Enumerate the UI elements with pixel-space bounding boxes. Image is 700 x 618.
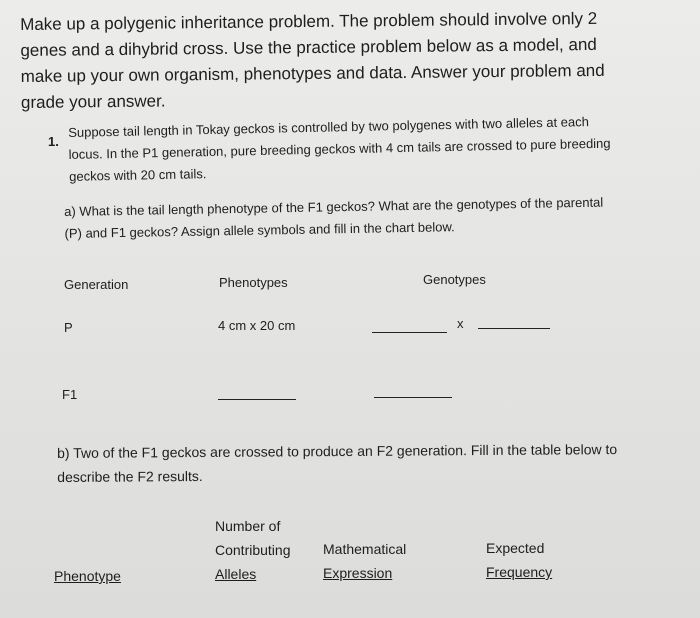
intro-line: make up your own organism, phenotypes and data. Answer your problem and [20,60,605,86]
question-number: 1. [48,134,59,149]
header-math-expression [323,537,406,585]
intro-instructions [20,6,605,116]
part-b-line: b) Two of the F1 geckos are crossed to produce an F2 generation. Fill in the table below to [57,441,618,461]
header-phenotypes: Phenotypes [219,275,288,290]
header-expected-frequency [486,536,552,584]
p-genotype-blank-2[interactable] [478,328,550,329]
cross-symbol: x [457,316,464,331]
part-a-line: a) What is the tail length phenotype of the F1 geckos? What are the genotypes of the parental [64,194,604,219]
question-1-text [68,111,611,188]
question-line: geckos with 20 cm tails. [68,166,207,184]
header-generation: Generation [64,277,129,292]
header-freq-line: Frequency [486,564,553,580]
f1-genotype-blank[interactable] [374,397,452,398]
f1-row-label: F1 [62,387,78,402]
question-line: locus. In the P1 generation, pure breeding geckos with 4 cm tails are crossed to pure breeding [68,135,611,162]
header-freq-line: Expected [486,540,545,556]
part-b-text [57,437,617,489]
header-math-line: Expression [323,565,393,581]
header-genotypes: Genotypes [423,272,486,287]
header-alleles-line: Contributing [215,542,291,558]
f1-phenotype-blank[interactable] [218,399,296,400]
header-alleles-line: Number of [215,518,281,534]
intro-line: grade your answer. [20,91,166,112]
p-genotype-blank-1[interactable] [372,332,447,333]
header-alleles-line: Alleles [215,566,257,582]
header-math-line: Mathematical [323,541,407,557]
question-line: Suppose tail length in Tokay geckos is controlled by two polygenes with two alleles at each [68,114,590,140]
p-row-label: P [64,320,73,335]
part-a-text [64,192,604,245]
header-alleles [215,514,291,586]
p-row-phenotype: 4 cm x 20 cm [218,318,296,333]
intro-line: genes and a dihybrid cross. Use the practice problem below as a model, and [20,34,597,60]
part-b-line: describe the F2 results. [57,467,203,485]
intro-line: Make up a polygenic inheritance problem. The problem should involve only 2 [20,8,598,34]
part-a-line: (P) and F1 geckos? Assign allele symbols and fill in the chart below. [64,219,455,241]
header-phenotype: Phenotype [54,568,121,584]
